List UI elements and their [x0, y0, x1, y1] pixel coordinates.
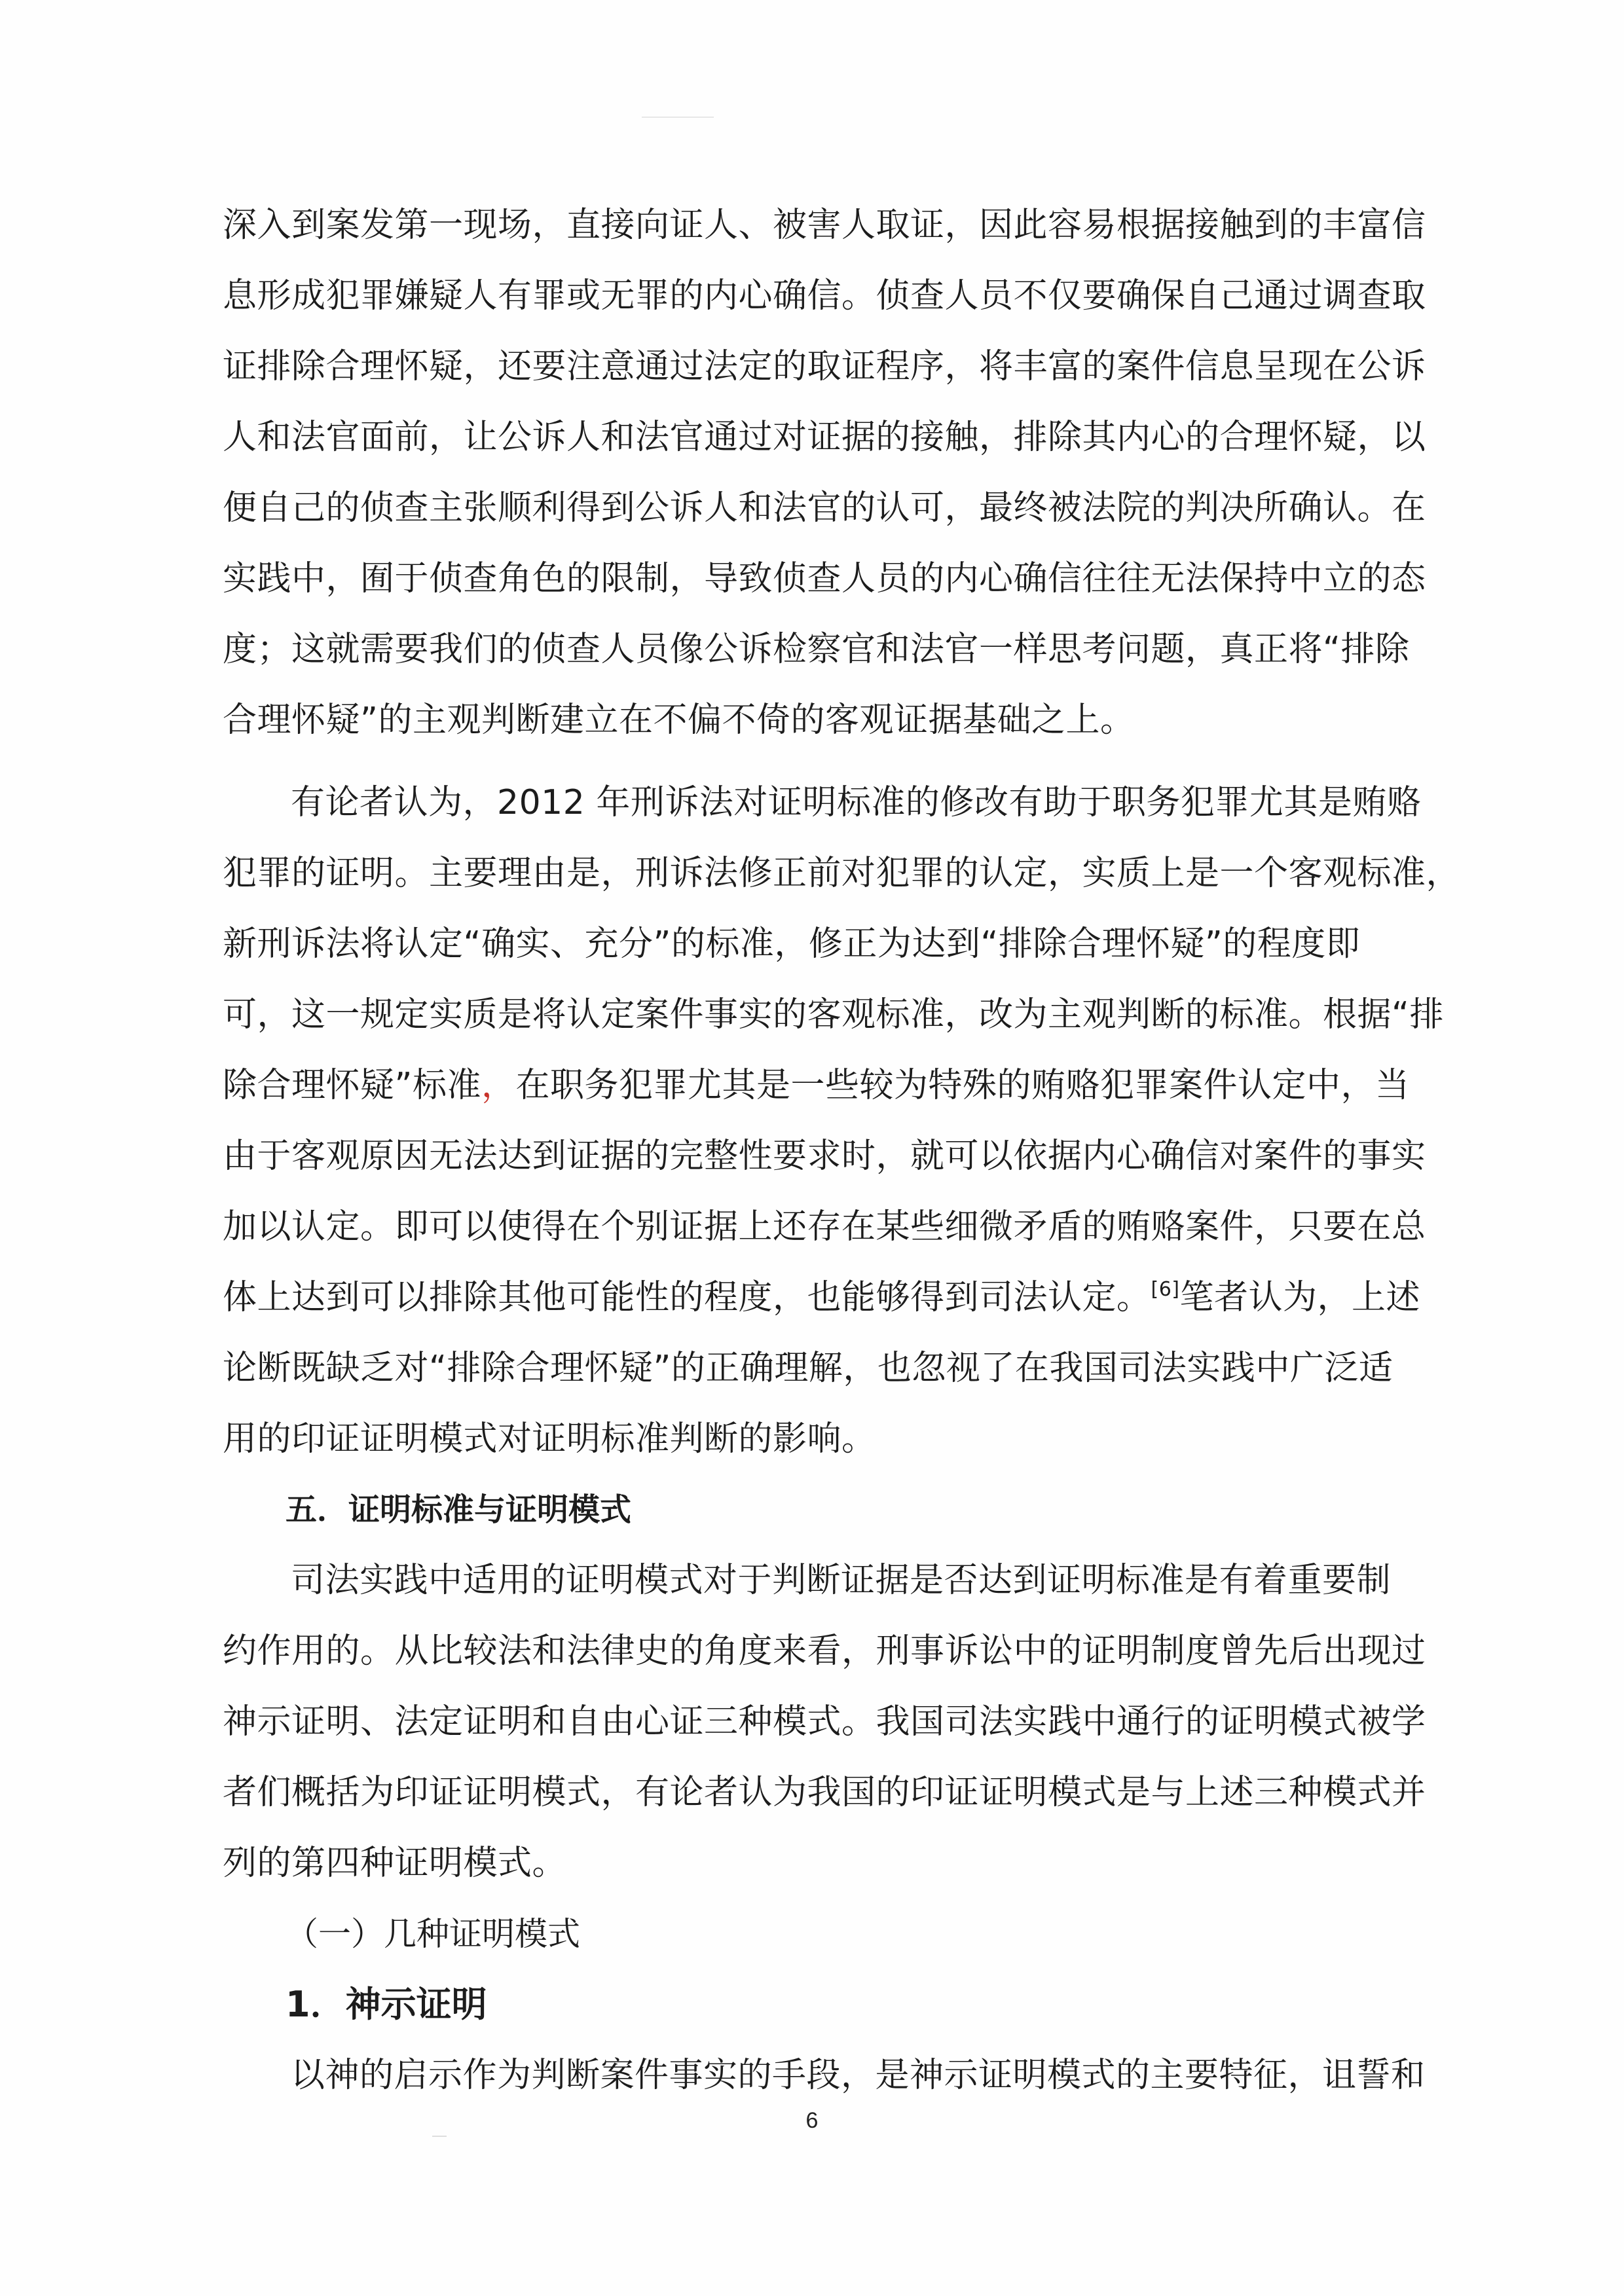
text-line: 便自己的侦查主张顺利得到公诉人和法官的认可，最终被法院的判决所确认。在 — [223, 488, 1426, 528]
text-line: 息形成犯罪嫌疑人有罪或无罪的内心确信。侦查人员不仅要确保自己通过调查取 — [223, 276, 1426, 316]
text-line: 有论者认为，2012 年刑诉法对证明标准的修改有助于职务犯罪尤其是贿赂 — [291, 783, 1422, 822]
text-line: 深入到案发第一现场，直接向证人、被害人取证，因此容易根据接触到的丰富信 — [223, 206, 1426, 245]
body-text — [223, 190, 1461, 2111]
text-line: 加以认定。即可以使得在个别证据上还存在某些细微矛盾的贿赂案件，只要在总 — [223, 1207, 1426, 1247]
text-line: 论断既缺乏对“排除合理怀疑”的正确理解，也忽视了在我国司法实践中广泛适 — [223, 1349, 1393, 1388]
text-line — [223, 1262, 1421, 1333]
scan-artifact-top — [642, 117, 714, 118]
text-segment: 体上达到可以排除其他可能性的程度，也能够得到司法认定。 — [223, 1278, 1151, 1317]
text-line: 由于客观原因无法达到证据的完整性要求时，就可以依据内心确信对案件的事实 — [223, 1137, 1426, 1176]
text-segment: 除合理怀疑”标准 — [223, 1066, 481, 1105]
text-segment: 笔者认为，上述 — [1179, 1278, 1421, 1317]
paragraph-continuation — [223, 190, 1426, 756]
text-line — [223, 1050, 1410, 1121]
text-line: 犯罪的证明。主要理由是，刑诉法修正前对犯罪的认定，实质上是一个客观标准， — [223, 854, 1461, 893]
text-segment: 在职务犯罪尤其是一些较为特殊的贿赂犯罪案件认定中，当 — [515, 1066, 1410, 1105]
text-line: 新刑诉法将认定“确实、充分”的标准，修正为达到“排除合理怀疑”的程度即 — [223, 924, 1361, 964]
footnote-reference[interactable]: [6] — [1151, 1278, 1180, 1301]
red-comma: ， — [481, 1066, 516, 1105]
subsection-heading: （一）几种证明模式 — [286, 1915, 580, 1953]
text-line: 约作用的。从比较法和法律史的角度来看，刑事诉讼中的证明制度曾先后出现过 — [223, 1631, 1426, 1671]
text-line: 度；这就需要我们的侦查人员像公诉检察官和法官一样思考问题，真正将“排除 — [223, 630, 1410, 669]
text-line: 可，这一规定实质是将认定案件事实的客观标准，改为主观判断的标准。根据“排 — [223, 995, 1444, 1034]
scan-artifact-bottom — [432, 2136, 447, 2137]
text-line: 列的第四种证明模式。 — [223, 1844, 567, 1883]
text-line: 用的印证证明模式对证明标准判断的影响。 — [223, 1419, 876, 1459]
text-line: 人和法官面前，让公诉人和法官通过对证据的接触，排除其内心的合理怀疑，以 — [223, 418, 1426, 457]
paragraph-section — [223, 1545, 1426, 1899]
text-line: 司法实践中适用的证明模式对于判断证据是否达到证明标准是有着重要制 — [291, 1561, 1392, 1600]
text-line: 神示证明、法定证明和自由心证三种模式。我国司法实践中通行的证明模式被学 — [223, 1702, 1426, 1741]
text-line: 者们概括为印证证明模式，有论者认为我国的印证证明模式是与上述三种模式并 — [223, 1773, 1426, 1812]
text-line: 以神的启示作为判断案件事实的手段，是神示证明模式的主要特征，诅誓和 — [291, 2056, 1426, 2095]
section-heading: 五．证明标准与证明模式 — [286, 1491, 632, 1528]
text-line: 合理怀疑”的主观判断建立在不偏不倚的客观证据基础之上。 — [223, 701, 1135, 740]
paragraph-argument — [223, 767, 1461, 1474]
text-line: 实践中，囿于侦查角色的限制，导致侦查人员的内心确信往往无法保持中立的态 — [223, 559, 1426, 598]
subsubsection-heading: 1．神示证明 — [286, 1984, 487, 2025]
text-line: 证排除合理怀疑，还要注意通过法定的取证程序，将丰富的案件信息呈现在公诉 — [223, 347, 1426, 386]
page-number: 6 — [805, 2108, 819, 2133]
